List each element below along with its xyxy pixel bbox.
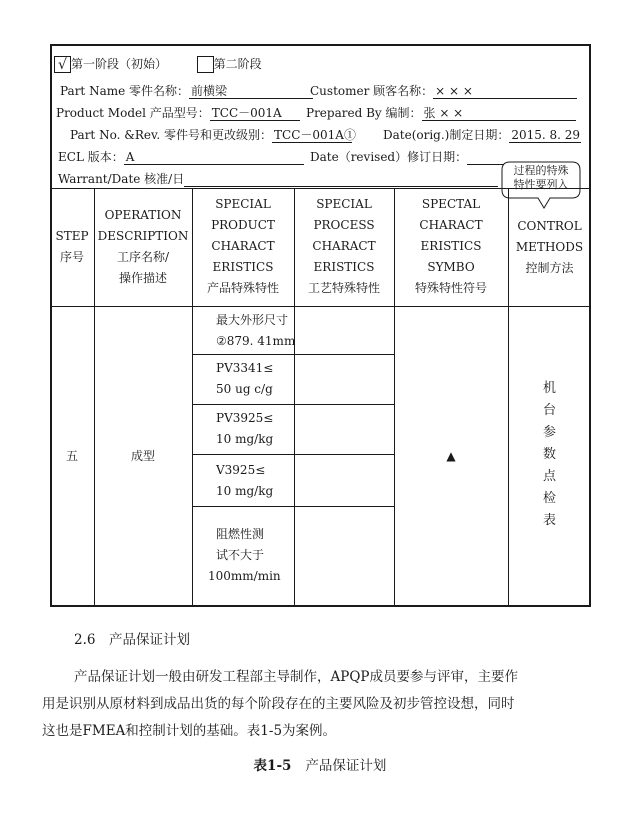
customer-row xyxy=(310,84,577,99)
row-divider-2 xyxy=(192,404,394,405)
part-name-label: Part Name 零件名称： xyxy=(60,84,190,98)
part-no-value: TCC－001A① xyxy=(274,128,356,142)
caption-number: 表1-5 xyxy=(253,758,292,774)
body-paragraph xyxy=(42,664,602,745)
date-revised-label: Date（revised）修订日期： xyxy=(310,150,468,164)
product-item-2-line-1: PV3341≤ xyxy=(216,361,274,375)
col-process-line-2: PROCESS xyxy=(313,218,375,232)
product-item-2 xyxy=(216,358,273,400)
product-item-1-line-1: 最大外形尺寸 xyxy=(216,313,289,327)
header-bottom-line xyxy=(50,306,591,307)
part-name-row xyxy=(60,84,313,99)
col-symbol-line-4: SYMBO xyxy=(427,260,475,274)
product-item-4-line-2: 10 mg/kg xyxy=(216,484,274,498)
row-divider-4 xyxy=(192,506,394,507)
prepared-label: Prepared By 编制： xyxy=(306,106,422,120)
table-caption xyxy=(0,754,640,778)
product-model-label: Product Model 产品型号： xyxy=(56,106,210,120)
col-control-header xyxy=(508,216,591,279)
col-product-header xyxy=(192,194,294,299)
stage2-label: 第二阶段 xyxy=(213,57,262,71)
product-item-1 xyxy=(216,310,295,352)
row-operation: 成型 xyxy=(130,449,155,463)
stage-row xyxy=(54,56,262,73)
col-product-line-5: 产品特殊特性 xyxy=(206,281,279,295)
col-symbol-header xyxy=(394,194,508,299)
customer-value: × × × xyxy=(433,84,577,99)
col-step-cn: 序号 xyxy=(59,250,84,264)
row-divider-3 xyxy=(192,454,394,455)
col-process-line-3: CHARACT xyxy=(312,239,376,253)
product-model-row xyxy=(56,106,300,121)
col-operation-line-3: 工序名称/ xyxy=(116,250,170,264)
col-control-line-3: 控制方法 xyxy=(525,261,574,275)
date-orig-value: 2015. 8. 29 xyxy=(511,128,581,142)
product-item-3-line-1: PV3925≤ xyxy=(216,411,274,425)
col-symbol-line-5: 特殊特性符号 xyxy=(414,281,487,295)
customer-label: Customer 顾客名称： xyxy=(310,84,434,98)
col-product-line-2: PRODUCT xyxy=(211,218,275,232)
warrant-label: Warrant/Date 核准/日 xyxy=(58,172,185,186)
col-operation-line-4: 操作描述 xyxy=(118,271,167,285)
ecl-value: A xyxy=(124,150,304,165)
paragraph-line-1: 产品保证计划一般由研发工程部主导制作，APQP成员要参与评审，主要作 xyxy=(74,669,518,685)
section-heading: 2.6 产品保证计划 xyxy=(74,632,190,648)
part-name-value: 前横梁 xyxy=(189,84,313,99)
product-item-3 xyxy=(216,408,273,450)
col-process-line-5: 工艺特殊特性 xyxy=(307,281,380,295)
symbol-triangle-icon: ▲ xyxy=(446,449,456,463)
stage1-checkbox: √ xyxy=(54,56,71,73)
part-no-label: Part No. &Rev. 零件号和更改级别： xyxy=(70,128,273,142)
product-item-4-line-1: V3925≤ xyxy=(216,463,266,477)
col-control-line-2: METHODS xyxy=(515,240,584,254)
product-item-5-line-1: 阻燃性测 xyxy=(216,527,265,541)
caption-text: 产品保证计划 xyxy=(305,758,387,774)
warrant-row xyxy=(58,172,498,187)
col-process-line-4: ERISTICS xyxy=(313,260,375,274)
date-orig-row xyxy=(383,128,581,143)
control-char-7: 表 xyxy=(542,513,556,528)
col-product-line-3: CHARACT xyxy=(211,239,275,253)
stage1-label: 第一阶段（初始） xyxy=(71,57,168,71)
control-char-6: 检 xyxy=(542,491,556,506)
col-product-line-1: SPECIAL xyxy=(215,197,271,211)
control-char-2: 台 xyxy=(542,403,556,418)
control-method xyxy=(508,378,591,532)
col-operation-line-2: DESCRIPTION xyxy=(97,229,189,243)
warrant-value xyxy=(184,172,498,187)
ecl-label: ECL 版本： xyxy=(58,150,124,164)
col-symbol-line-1: SPECTAL xyxy=(421,197,481,211)
col-symbol-line-3: ERISTICS xyxy=(420,239,482,253)
row-divider-1 xyxy=(192,354,394,355)
paragraph-line-3: 这也是FMEA和控制计划的基础。表1-5为案例。 xyxy=(42,723,337,739)
col-step-header xyxy=(50,226,94,268)
product-item-5-line-2: 试不大于 xyxy=(216,548,265,562)
control-char-3: 参 xyxy=(542,425,556,440)
col-operation-line-1: OPERATION xyxy=(104,208,182,222)
product-item-2-line-2: 50 ug c/g xyxy=(216,382,273,396)
prepared-value: 张 × × xyxy=(422,106,576,121)
col-process-header xyxy=(294,194,394,299)
col-process-line-1: SPECIAL xyxy=(316,197,372,211)
control-char-4: 数 xyxy=(542,447,556,462)
col-symbol-line-2: CHARACT xyxy=(419,218,483,232)
product-item-5 xyxy=(208,524,281,587)
product-item-4 xyxy=(216,460,273,502)
stage2-checkbox xyxy=(197,56,214,73)
col-product-line-4: ERISTICS xyxy=(212,260,274,274)
table-top-line xyxy=(50,188,591,189)
part-no-row xyxy=(70,128,356,143)
col-control-line-1: CONTROL xyxy=(517,219,582,233)
product-item-1-line-2: ②879. 41mm xyxy=(216,334,296,348)
col-step-en: STEP xyxy=(55,229,89,243)
col-operation-header xyxy=(94,205,192,289)
product-item-5-line-3: 100mm/min xyxy=(208,569,281,583)
paragraph-line-2: 用是识别从原材料到成品出货的每个阶段存在的主要风险及初步管控设想，同时 xyxy=(42,696,515,712)
callout-line-2: 特性要列入 xyxy=(513,178,569,191)
callout-line-1: 过程的特殊 xyxy=(513,164,569,177)
control-char-1: 机 xyxy=(542,381,556,396)
prepared-row xyxy=(306,106,576,121)
ecl-row xyxy=(58,150,304,165)
control-char-5: 点 xyxy=(542,469,556,484)
product-model-value: TCC－001A xyxy=(210,106,300,121)
row-step: 五 xyxy=(65,449,78,463)
product-item-3-line-2: 10 mg/kg xyxy=(216,432,274,446)
date-orig-label: Date(orig.)制定日期： xyxy=(383,128,510,142)
